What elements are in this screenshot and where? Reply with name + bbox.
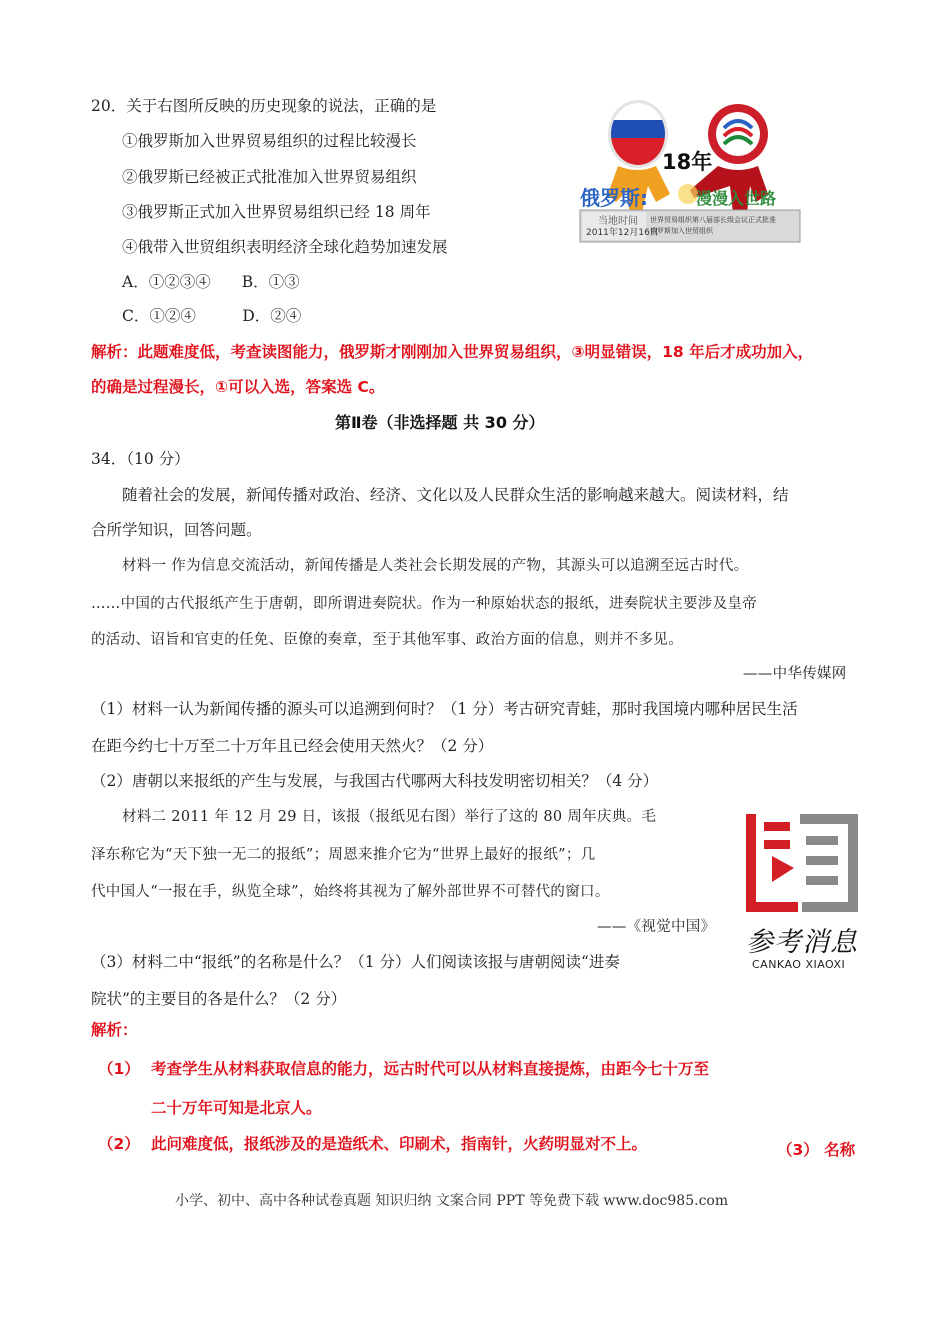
- q34-sub1-line1: （1）材料一认为新闻传播的源头可以追溯到何时？（1 分）考古研究青蛙，那时我国境内哪种居民生活: [91, 700, 798, 718]
- wto-date: 2011年12月16日: [586, 228, 659, 238]
- page-footer: 小学、初中、高中各种试卷真题 知识归纳 文案合同 PPT 等免费下载 www.doc985.com: [175, 1193, 729, 1209]
- cankao-xiaoxi-logo: [742, 808, 872, 980]
- wto-caption-line1: 世界贸易组织第八届部长级会议正式批准: [650, 216, 776, 224]
- material2-line1: 材料二 2011 年 12 月 29 日，该报（报纸见右图）举行了这的 80 周年庆典。毛: [122, 809, 657, 825]
- q34-intro-line1: 随着社会的发展，新闻传播对政治、经济、文化以及人民群众生活的影响越来越大。阅读材料，结: [122, 486, 789, 504]
- q20-option-3: ③俄罗斯正式加入世界贸易组织已经 18 周年: [122, 203, 431, 221]
- q20-choices-row2: C．①②④ D．②④: [122, 307, 302, 325]
- q34-a1-line2: 二十万年可知是北京人。: [151, 1099, 322, 1117]
- cankao-brand-cn: 参考消息: [746, 927, 858, 958]
- q34-sub3-line1: （3）材料二中“报纸”的名称是什么？（1 分）人们阅读该报与唐朝阅读“进奏: [91, 953, 620, 971]
- q34-intro-line2: 合所学知识，回答问题。: [91, 521, 262, 539]
- wto-years-label: 18年: [662, 150, 713, 174]
- material2-line3: 代中国人“一报在手，纵览全球”，始终将其视为了解外部世界不可替代的窗口。: [91, 884, 610, 900]
- q20-option-2: ②俄罗斯已经被正式批准加入世界贸易组织: [122, 168, 417, 186]
- q34-a3-start: （3） 名称: [777, 1141, 856, 1159]
- newspaper-masthead-art: [742, 808, 872, 920]
- material1-line2: ……中国的古代报纸产生于唐朝，即所谓进奏院状。作为一种原始状态的报纸，进奏院状主要涉及皇帝: [91, 596, 757, 612]
- material2-line2: 泽东称它为“天下独一无二的报纸”；周恩来推介它为“世界上最好的报纸”；几: [91, 847, 596, 863]
- q34-a1-number: （1）: [98, 1060, 140, 1078]
- q34-sub3-line2: 院状”的主要目的各是什么？（2 分）: [91, 990, 347, 1008]
- cankao-brand-en: CANKAO XIAOXI: [752, 958, 846, 971]
- q34-analysis-label: 解析：: [91, 1021, 138, 1039]
- section2-title: 第Ⅱ卷（非选择题 共 30 分）: [335, 413, 545, 432]
- wto-caption-line2: 俄罗斯加入世贸组织: [650, 227, 713, 235]
- material1-line1: 材料一 作为信息交流活动，新闻传播是人类社会长期发展的产物，其源头可以追溯至远古时代。: [122, 558, 749, 574]
- material1-source: ——中华传媒网: [743, 666, 847, 682]
- q20-choices-row1: A．①②③④ B．①③: [122, 273, 300, 291]
- q34-sub1-line2: 在距今约七十万至二十万年且已经会使用天然火？（2 分）: [91, 737, 494, 755]
- q20-analysis-line1: 解析：此题难度低，考查读图能力，俄罗斯才刚刚加入世界贸易组织，③明显错误，18 年后才成功加入，: [91, 343, 814, 361]
- q34-a2-text: 此问难度低，报纸涉及的是造纸术、印刷术，指南针，火药明显对不上。: [151, 1135, 648, 1153]
- wto-time-label: 当地时间: [598, 216, 638, 227]
- wto-russia-label: 俄罗斯:: [580, 186, 648, 210]
- q20-stem: 20．关于右图所反映的历史现象的说法，正确的是: [91, 97, 437, 115]
- russia-wto-illustration: [578, 94, 802, 246]
- material2-source: ——《视觉中国》: [597, 919, 716, 935]
- q20-option-4: ④俄带入世贸组织表明经济全球化趋势加速发展: [122, 238, 448, 256]
- wto-slogan: 漫漫入世路: [696, 189, 777, 208]
- q20-analysis-line2: 的确是过程漫长，①可以入选，答案选 C。: [91, 378, 385, 396]
- q34-sub2: （2）唐朝以来报纸的产生与发展，与我国古代哪两大科技发明密切相关？（4 分）: [91, 772, 659, 790]
- material1-line3: 的活动、诏旨和官吏的任免、臣僚的奏章，至于其他军事、政治方面的信息，则并不多见。: [91, 632, 683, 648]
- q34-header: 34．（10 分）: [91, 450, 190, 468]
- q34-a1-line1: 考查学生从材料获取信息的能力，远古时代可以从材料直接提炼，由距今七十万至: [151, 1060, 710, 1078]
- q34-a2-number: （2）: [98, 1135, 140, 1153]
- q20-option-1: ①俄罗斯加入世界贸易组织的过程比较漫长: [122, 132, 417, 150]
